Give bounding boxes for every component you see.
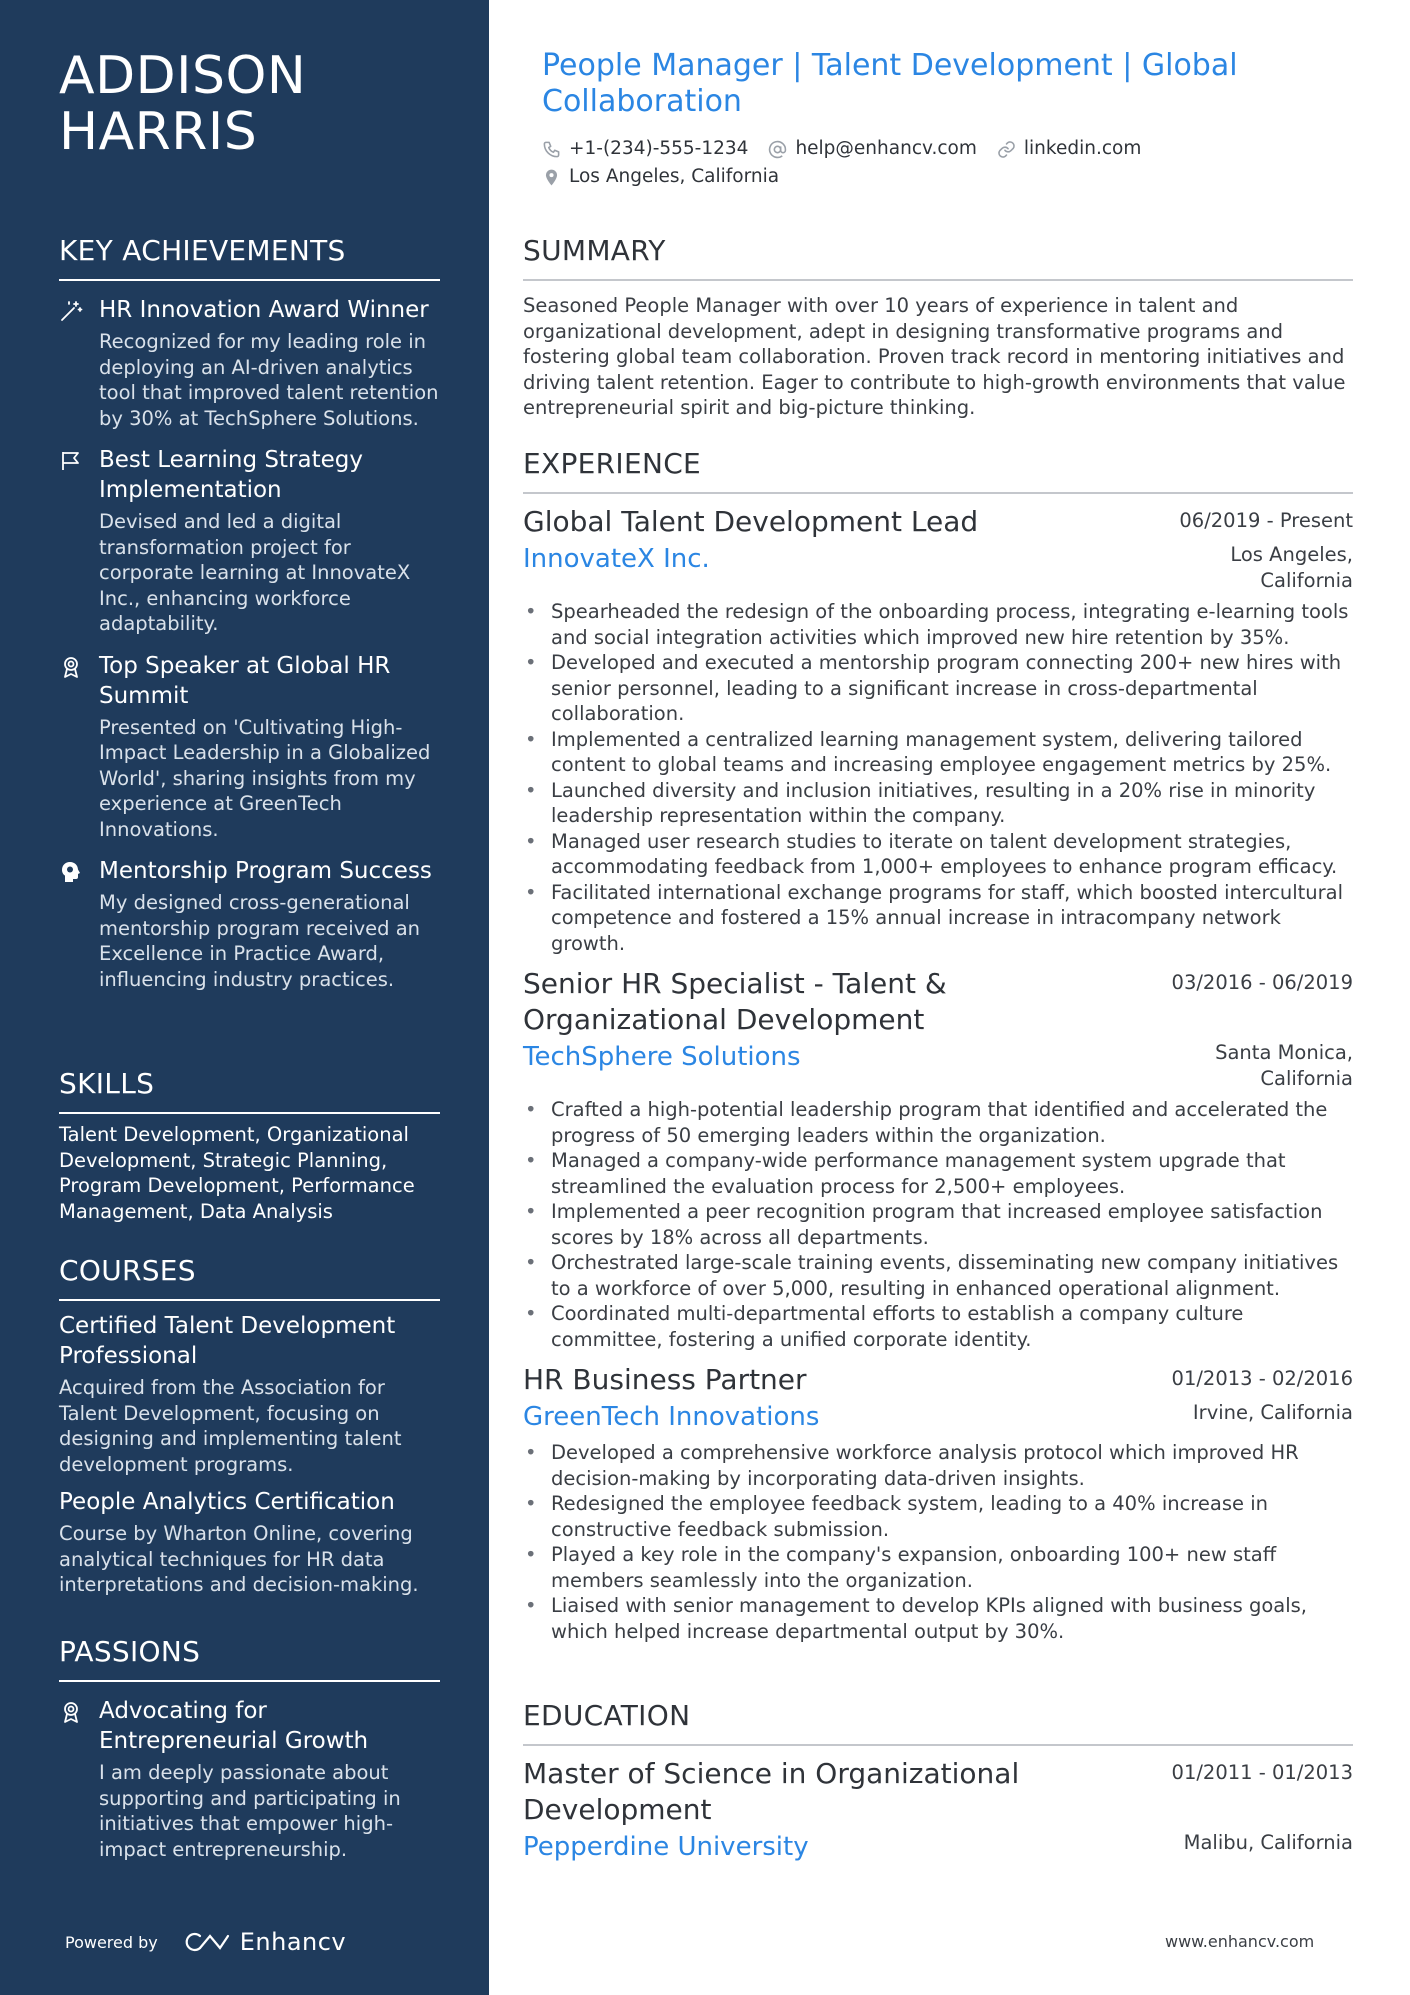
headline: People Manager | Talent Development | Global Collaboration [542, 48, 1238, 119]
footer-url[interactable]: www.enhancv.com [1165, 1932, 1315, 1951]
powered-by-footer [65, 1928, 346, 1956]
achievement-item [59, 445, 440, 637]
enhancv-logo-icon [184, 1930, 230, 1954]
company-name: GreenTech Innovations [523, 1402, 820, 1432]
achievement-item [59, 651, 440, 843]
bullet-item: • Orchestrated large-scale training events, disseminating new company initiatives to a workforce of over 5,000, resulting in enhanced operational alignment. [523, 1250, 1353, 1301]
job-role: Senior HR Specialist - Talent & Organizational Development [523, 967, 947, 1036]
school-name: Pepperdine University [523, 1832, 809, 1862]
job-location: Irvine, California [1192, 1401, 1353, 1424]
bullet-item: • Redesigned the employee feedback system, leading to a 40% increase in constructive feedback submission. [523, 1491, 1353, 1542]
achievement-item [59, 856, 440, 992]
course-title: People Analytics Certification [59, 1489, 395, 1515]
bullet-item: • Launched diversity and inclusion initiatives, resulting in a 20% rise in minority leadership representation within the company. [523, 778, 1353, 829]
section-title: SKILLS [59, 1066, 440, 1114]
passions-section [59, 1634, 440, 1862]
key-achievements-section [59, 233, 440, 992]
job-location: Santa Monica, California [1215, 1041, 1353, 1090]
job-bullets [523, 1097, 1353, 1352]
education-section [523, 1698, 1353, 1864]
powered-by-label: Powered by [65, 1932, 158, 1952]
achievement-title: Top Speaker at Global HR Summit [99, 652, 391, 709]
first-name: ADDISON [59, 46, 307, 106]
job-bullets [523, 599, 1353, 956]
experience-item [523, 504, 1353, 956]
company-name: TechSphere Solutions [523, 1042, 801, 1072]
bullet-item: • Implemented a peer recognition program that increased employee satisfaction scores by 18% across all departments. [523, 1199, 1353, 1250]
bullet-item: • Developed a comprehensive workforce analysis protocol which improved HR decision-making by incorporating data-driven insights. [523, 1440, 1353, 1491]
phone-contact[interactable] [542, 135, 748, 163]
bullet-item: • Managed a company-wide performance management system upgrade that streamlined the evaluation process for 2,500+ employees. [523, 1148, 1353, 1199]
at-icon [768, 140, 787, 159]
brand-name: Enhancv [239, 1928, 347, 1956]
bullet-item: • Developed and executed a mentorship program connecting 200+ new hires with senior personnel, leading to a significant increase in cross-departmental collaboration. [523, 650, 1353, 727]
degree: Master of Science in Organizational Development [523, 1757, 1020, 1826]
sidebar [0, 0, 489, 1995]
passion-title: Advocating for Entrepreneurial Growth [99, 1698, 369, 1754]
job-dates: 01/2013 - 02/2016 [1171, 1367, 1353, 1390]
courses-section [59, 1253, 440, 1598]
course-item [59, 1487, 440, 1598]
job-bullets [523, 1440, 1353, 1644]
email-text: help@enhancv.com [795, 138, 977, 159]
linkedin-text: linkedin.com [1023, 138, 1142, 159]
skills-section [59, 1066, 440, 1224]
phone-text: +1-(234)-555-1234 [569, 138, 749, 159]
education-dates: 01/2011 - 01/2013 [1171, 1761, 1353, 1784]
achievement-desc: My designed cross-generational mentorship program received an Excellence in Practice Award, influencing industry practices. [99, 891, 421, 991]
bullet-item: • Spearheaded the redesign of the onboarding process, integrating e-learning tools and social integration activities which improved new hire retention by 35%. [523, 599, 1353, 650]
achievement-title: Mentorship Program Success [99, 858, 432, 884]
summary-section [523, 233, 1353, 421]
bullet-item: • Facilitated international exchange programs for staff, which boosted intercultural competence and fostered a 15% annual increase in intracompany network growth. [523, 880, 1353, 957]
job-role: Global Talent Development Lead [523, 505, 979, 538]
skills-list: Talent Development, Organizational Development, Strategic Planning, Program Development, Performance Management, Data Analysis [59, 1123, 415, 1223]
magic-wand-icon [59, 299, 83, 323]
achievement-item [59, 295, 440, 431]
link-icon [997, 140, 1016, 159]
flag-icon [59, 449, 83, 473]
education-location: Malibu, California [1183, 1831, 1353, 1854]
passion-desc: I am deeply passionate about supporting and participating in initiatives that empower high-impact entrepreneurship. [99, 1761, 401, 1861]
linkedin-contact[interactable] [997, 135, 1141, 163]
medal-icon [59, 655, 83, 679]
experience-item [523, 1362, 1353, 1644]
experience-item [523, 966, 1353, 1352]
head-brain-icon [59, 860, 83, 884]
bullet-item: • Coordinated multi-departmental efforts to establish a company culture committee, fostering a unified corporate identity. [523, 1301, 1353, 1352]
job-role: HR Business Partner [523, 1363, 807, 1396]
course-item [59, 1311, 440, 1477]
company-name: InnovateX Inc. [523, 544, 710, 574]
section-title: EXPERIENCE [523, 446, 1353, 494]
bullet-item: • Liaised with senior management to develop KPIs aligned with business goals, which helped increase departmental output by 30%. [523, 1593, 1353, 1644]
email-contact[interactable] [768, 135, 976, 163]
section-title: KEY ACHIEVEMENTS [59, 233, 440, 281]
phone-icon [542, 140, 561, 159]
section-title: SUMMARY [523, 233, 1353, 281]
summary-text: Seasoned People Manager with over 10 years of experience in talent and organizational development, adept in designing transformative programs and fostering global team collaboration. Proven track record in mentoring initiatives and driving talent retention. Eager to contribute to high-growth environments that value entrepreneurial spirit and big-picture thinking. [523, 294, 1346, 419]
location-contact [542, 163, 779, 191]
last-name: HARRIS [59, 102, 258, 162]
experience-section [523, 446, 1353, 1644]
section-title: EDUCATION [523, 1698, 1353, 1746]
course-desc: Course by Wharton Online, covering analytical techniques for HR data interpretations and decision-making. [59, 1522, 419, 1596]
medal-icon [59, 1700, 83, 1724]
achievement-desc: Presented on 'Cultivating High-Impact Leadership in a Globalized World', sharing insights from my experience at GreenTech Innovations. [99, 715, 431, 841]
achievement-desc: Recognized for my leading role in deploying an AI-driven analytics tool that improved talent retention by 30% at TechSphere Solutions. [99, 330, 439, 430]
section-title: COURSES [59, 1253, 440, 1301]
bullet-item: • Crafted a high-potential leadership program that identified and accelerated the progress of 50 emerging leaders within the organization. [523, 1097, 1353, 1148]
education-item [523, 1756, 1353, 1864]
course-desc: Acquired from the Association for Talent Development, focusing on designing and implementing talent development programs. [59, 1376, 402, 1476]
contact-info [542, 135, 1342, 191]
location-text: Los Angeles, California [569, 166, 780, 187]
passion-item [59, 1696, 440, 1862]
course-title: Certified Talent Development Professional [59, 1313, 396, 1369]
enhancv-brand[interactable] [184, 1928, 346, 1956]
achievement-desc: Devised and led a digital transformation project for corporate learning at InnovateX Inc., enhancing workforce adaptability. [99, 510, 411, 635]
bullet-item: • Played a key role in the company's expansion, onboarding 100+ new staff members seamlessly into the organization. [523, 1542, 1353, 1593]
job-dates: 03/2016 - 06/2019 [1171, 971, 1353, 994]
bullet-item: • Managed user research studies to iterate on talent development strategies, accommodating feedback from 1,000+ employees to enhance program efficacy. [523, 829, 1353, 880]
achievement-title: Best Learning Strategy Implementation [99, 447, 363, 503]
bullet-item: • Implemented a centralized learning management system, delivering tailored content to global teams and increasing employee engagement metrics by 25%. [523, 727, 1353, 778]
job-location: Los Angeles, California [1230, 543, 1353, 592]
achievement-title: HR Innovation Award Winner [99, 297, 429, 323]
job-dates: 06/2019 - Present [1179, 509, 1353, 532]
section-title: PASSIONS [59, 1634, 440, 1682]
location-pin-icon [542, 168, 561, 187]
candidate-name [59, 48, 459, 160]
